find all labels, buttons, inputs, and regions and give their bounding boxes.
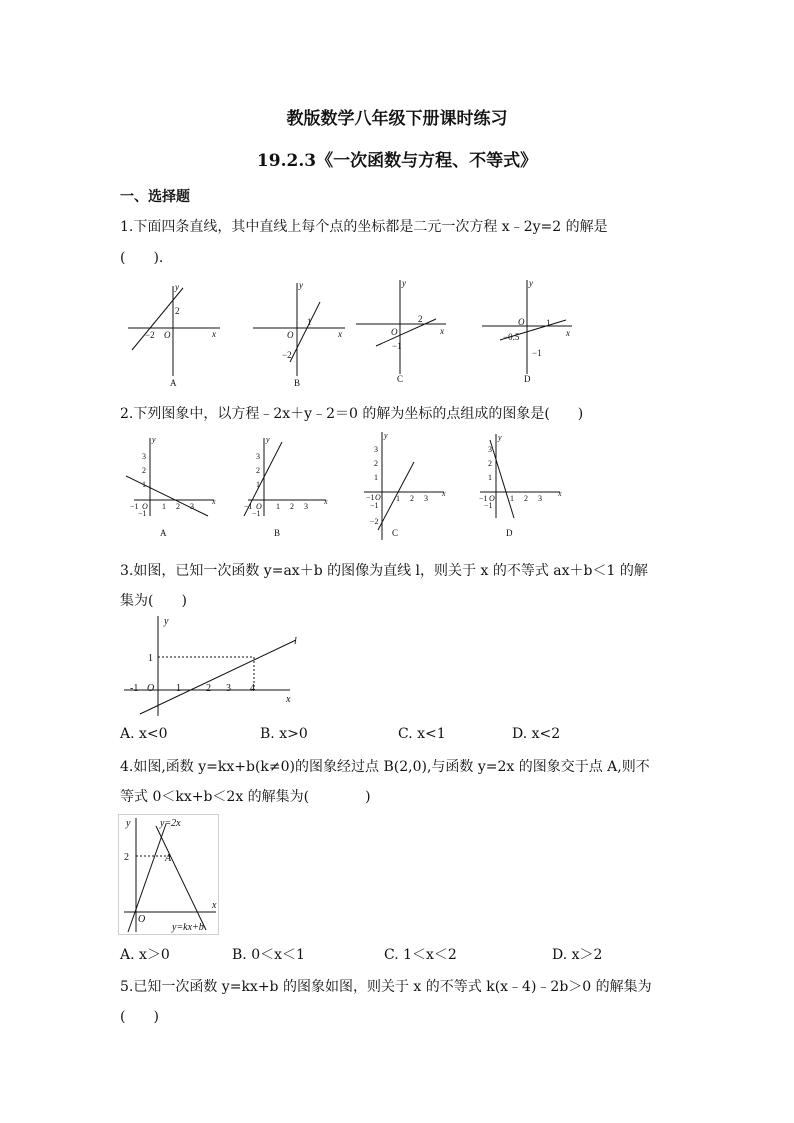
question-4-option-c: C. 1＜x＜2	[384, 947, 457, 963]
q2-a-origin: O	[142, 502, 148, 511]
question-2-text: 2.下列图象中，以方程﹣2x＋y﹣2＝0 的解为坐标的点组成的图象是( )	[120, 406, 584, 422]
q1-b-origin: O	[287, 330, 294, 340]
q2-d-xneg1: −1	[479, 494, 488, 503]
q3-line-l	[140, 640, 296, 714]
q1-b-letter: B	[294, 378, 301, 388]
q2-b-x3: 3	[304, 502, 308, 511]
q2-a-x2: 2	[176, 502, 180, 511]
q2-d-yneg1: −1	[484, 501, 493, 510]
question-3-option-d: D. x<2	[512, 726, 561, 742]
q3-xtick-3: 3	[226, 683, 231, 694]
q1-c-tick-1: 2	[418, 314, 423, 324]
q2-a-axis-x: x	[212, 497, 216, 506]
question-3-text: 3.如图，已知一次函数 y=ax＋b 的图像为直线 l，则关于 x 的不等式 ax＋b＜1 的解	[120, 563, 648, 579]
q3-xtick-4: 4	[250, 683, 255, 694]
q2-a-yneg1: −1	[138, 509, 147, 518]
q2-a-y2: 2	[142, 466, 146, 475]
q3-xtick-1: 1	[176, 683, 181, 694]
q2-d-letter: D	[506, 528, 513, 538]
q2-d-x3: 3	[538, 494, 542, 503]
q2-c-y3: 3	[374, 445, 378, 454]
q1-a-axis-x: x	[212, 329, 216, 339]
q1-a-tick-2: −2	[145, 330, 155, 340]
q2-d-origin: O	[489, 494, 495, 503]
q2-graph-d	[479, 433, 562, 538]
q3-axis-x: x	[286, 694, 291, 705]
q2-d-axis-y: y	[498, 433, 502, 442]
q1-a-origin: O	[164, 330, 171, 340]
q4-ytick-2: 2	[124, 852, 129, 863]
q1-d-origin: O	[518, 317, 525, 327]
q2-graph-a	[126, 435, 216, 538]
q1-graph-c	[356, 278, 446, 384]
q1-c-axis-y: y	[402, 278, 406, 288]
question-4-option-a: A. x＞0	[120, 947, 170, 963]
q2-d-x2: 2	[524, 494, 528, 503]
q2-d-y2: 2	[488, 459, 492, 468]
q2-d-axis-x: x	[558, 489, 562, 498]
question-1-text-cont: ( ).	[120, 250, 164, 266]
q4-label-ykxb: y=kx+b	[172, 922, 204, 933]
question-4-text-cont: 等式 0＜kx+b＜2x 的解集为( )	[120, 789, 371, 805]
q1-c-axis-x: x	[440, 326, 444, 336]
q2-a-x3: 3	[190, 502, 194, 511]
q2-c-yneg2: −2	[370, 517, 379, 526]
q2-c-xneg1: −1	[366, 493, 375, 502]
q3-axis-y: y	[164, 616, 169, 627]
q2-c-x2: 2	[410, 494, 414, 503]
question-4-option-b: B. 0＜x＜1	[232, 947, 305, 963]
q4-label-y2x: y=2x	[160, 818, 181, 829]
q2-c-origin: O	[375, 493, 381, 502]
q1-c-origin: O	[391, 327, 398, 337]
q2-c-letter: C	[392, 528, 399, 538]
q4-line-kxb	[156, 826, 206, 930]
question-1-graphs	[120, 278, 580, 390]
question-3-option-a: A. x<0	[120, 726, 168, 742]
q4-point-a: A	[165, 853, 172, 864]
q2-b-x2: 2	[290, 502, 294, 511]
q1-b-tick-2: −2	[282, 350, 292, 360]
q3-line-label: l	[294, 636, 297, 647]
q1-d-axis-y: y	[529, 278, 533, 288]
q1-b-line	[290, 302, 320, 362]
q3-xtick-neg1: -1	[130, 683, 139, 694]
q2-b-x1: 1	[276, 502, 280, 511]
q1-d-tick-2: −0.5	[503, 332, 520, 342]
q3-origin: O	[147, 683, 155, 694]
q1-a-line	[132, 288, 183, 350]
q2-c-y2: 2	[374, 459, 378, 468]
q1-graph-b	[253, 280, 345, 388]
q2-a-xneg1: −1	[130, 502, 139, 511]
q1-d-tick-3: −1	[532, 348, 542, 358]
q3-xtick-2: 2	[206, 683, 211, 694]
question-3-option-c: C. x<1	[398, 726, 446, 742]
q2-d-x1: 1	[510, 494, 514, 503]
q2-a-letter: A	[160, 528, 167, 538]
q2-graph-b	[244, 435, 328, 538]
q2-b-y1: 1	[256, 480, 260, 489]
q2-c-x3: 3	[424, 494, 428, 503]
q2-b-y2: 2	[256, 466, 260, 475]
question-3-option-b: B. x>0	[260, 726, 308, 742]
q2-graph-c	[364, 432, 446, 540]
q2-a-axis-y: y	[152, 435, 156, 444]
question-3-graph	[120, 612, 310, 722]
q1-a-tick-1: 2	[175, 306, 180, 316]
q1-b-tick-1: 1	[307, 317, 312, 327]
q4-origin: O	[138, 914, 146, 925]
q2-c-y1: 1	[374, 473, 378, 482]
q1-graph-a	[128, 282, 220, 388]
q2-d-line	[490, 440, 514, 518]
question-5-text: 5.已知一次函数 y=kx+b 的图象如图，则关于 x 的不等式 k(x﹣4)﹣2b＞0 的解集为	[120, 979, 652, 995]
q2-a-y3: 3	[142, 452, 146, 461]
q2-c-axis-y: y	[384, 432, 388, 440]
q2-b-y3: 3	[256, 452, 260, 461]
q2-a-x1: 1	[162, 502, 166, 511]
q1-b-axis-y: y	[299, 280, 303, 290]
q1-d-letter: D	[524, 374, 531, 384]
question-1-text: 1.下面四条直线，其中直线上每个点的坐标都是二元一次方程 x﹣2y=2 的解是	[120, 219, 608, 235]
q2-b-origin: O	[256, 502, 262, 511]
q2-b-letter: B	[274, 528, 281, 538]
q2-c-x1: 1	[396, 494, 400, 503]
q1-c-tick-2: −1	[392, 341, 402, 351]
document-title: 教版数学八年级下册课时练习	[286, 109, 508, 129]
q2-b-axis-x: x	[324, 497, 328, 506]
q2-c-axis-x: x	[442, 489, 446, 498]
q1-a-letter: A	[170, 378, 177, 388]
q2-c-yneg1: −1	[370, 501, 379, 510]
q2-d-y1: 1	[488, 473, 492, 482]
question-4-graph	[118, 814, 220, 936]
q1-c-line	[376, 319, 436, 346]
q1-a-axis-y: y	[175, 282, 179, 292]
q4-axis-x: x	[212, 900, 217, 911]
q1-c-letter: C	[397, 374, 404, 384]
document-subtitle: 19.2.3《一次函数与方程、不等式》	[256, 151, 538, 171]
section-heading: 一、选择题	[120, 189, 190, 205]
q2-d-y3: 3	[488, 445, 492, 454]
q2-a-y1: 1	[142, 480, 146, 489]
q2-b-xneg1: −1	[244, 502, 253, 511]
q1-b-axis-x: x	[338, 329, 342, 339]
q1-d-tick-1: 1	[546, 318, 551, 328]
question-5-text-cont: ( )	[120, 1009, 159, 1025]
q4-axis-y: y	[126, 818, 131, 829]
q1-d-axis-x: x	[566, 328, 570, 338]
question-4-option-d: D. x＞2	[552, 947, 603, 963]
q1-graph-d	[482, 278, 572, 384]
question-2-graphs	[120, 432, 580, 544]
q2-b-yneg1: −1	[252, 509, 261, 518]
q2-b-axis-y: y	[266, 435, 270, 444]
q3-ytick-1: 1	[148, 653, 153, 664]
q4-line-2x	[128, 824, 166, 932]
question-3-text-cont: 集为( )	[120, 593, 187, 609]
question-4-text: 4.如图,函数 y=kx+b(k≠0)的图象经过点 B(2,0),与函数 y=2x 的图象交于点 A,则不	[120, 759, 650, 775]
